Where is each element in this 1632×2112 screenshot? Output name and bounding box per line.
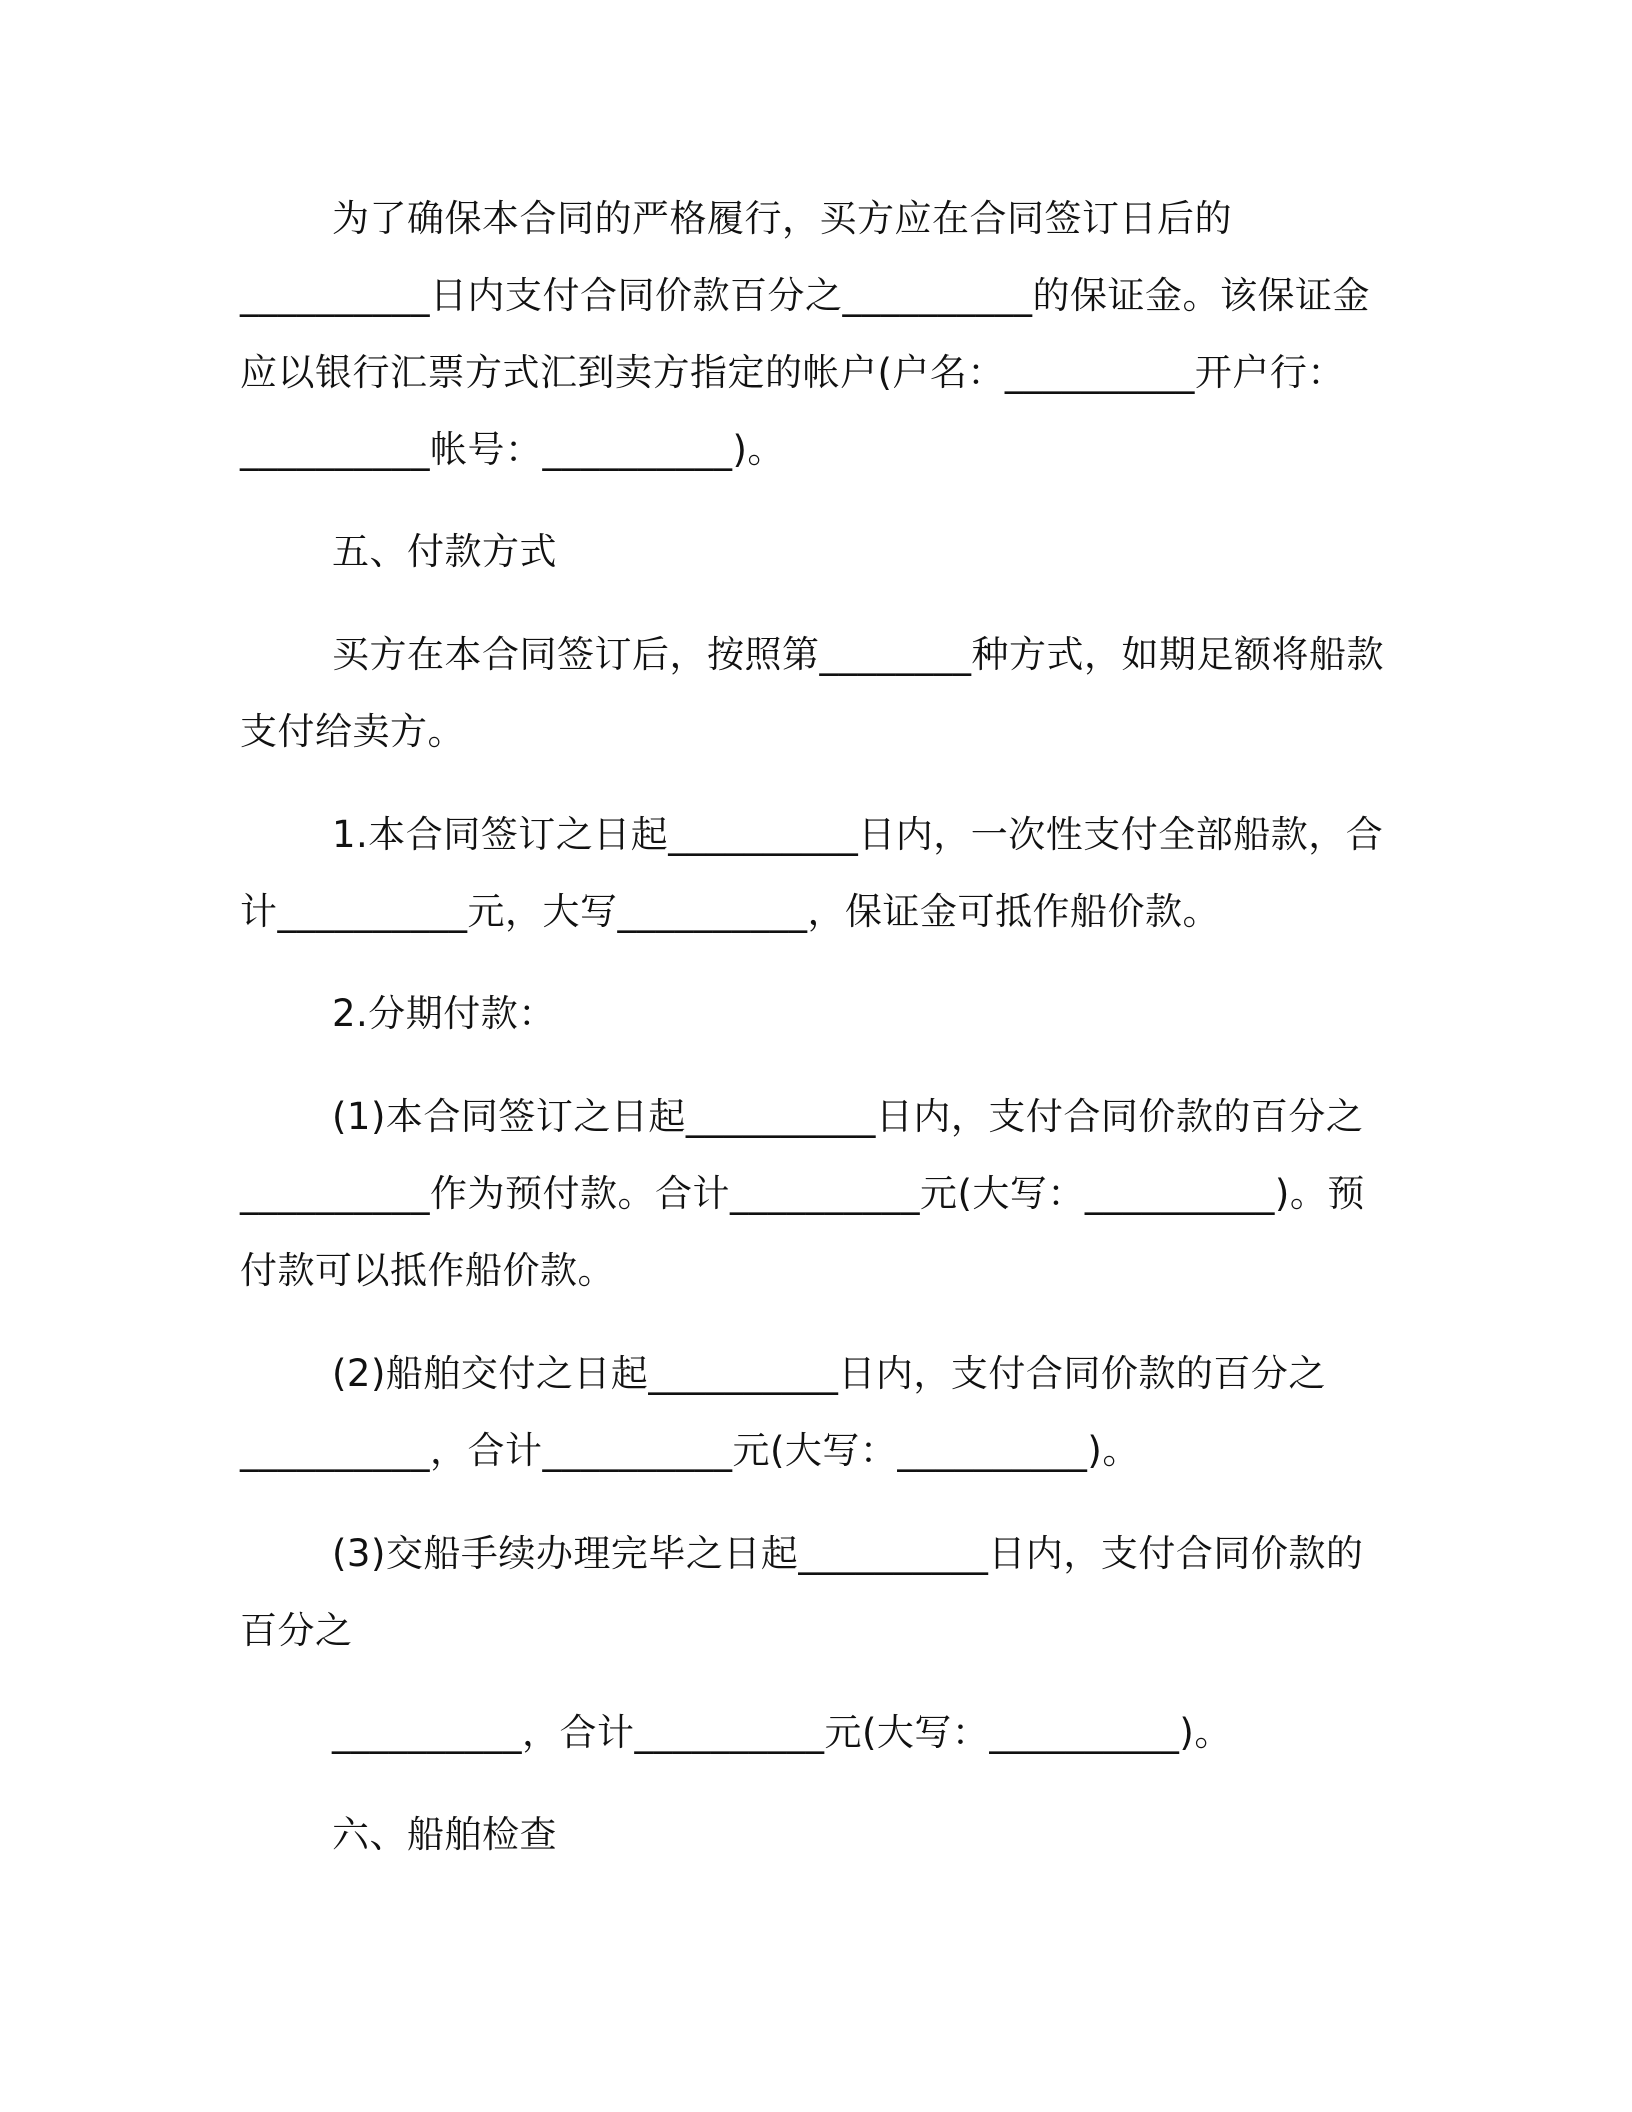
installment-1-line-3: 付款可以抵作船价款。 bbox=[240, 1249, 615, 1292]
installment-option-heading: 2.分期付款： bbox=[332, 992, 556, 1035]
installment-1-line-2: __________作为预付款。合计__________元(大写：__________)。预 bbox=[240, 1172, 1365, 1215]
deposit-paragraph-line-4: __________帐号：__________)。 bbox=[240, 428, 785, 471]
deposit-paragraph-line-1: 为了确保本合同的严格履行，买方应在合同签订日后的 bbox=[332, 197, 1232, 240]
payment-intro-line-2: 支付给卖方。 bbox=[240, 710, 465, 753]
installment-2-line-2: __________，合计__________元(大写：__________)。 bbox=[240, 1429, 1140, 1472]
deposit-paragraph-line-3: 应以银行汇票方式汇到卖方指定的帐户(户名：__________开户行： bbox=[240, 351, 1345, 394]
installment-1-line-1: (1)本合同签订之日起__________日内，支付合同价款的百分之 bbox=[332, 1095, 1364, 1138]
section-heading-ship-inspection: 六、船舶检查 bbox=[332, 1813, 557, 1856]
payment-intro-line-1: 买方在本合同签订后，按照第________种方式，如期足额将船款 bbox=[332, 633, 1384, 676]
installment-3-continuation: __________，合计__________元(大写：__________)。 bbox=[332, 1711, 1232, 1754]
lump-sum-option-line-2: 计__________元，大写__________，保证金可抵作船价款。 bbox=[240, 890, 1220, 933]
installment-2-line-1: (2)船舶交付之日起__________日内，支付合同价款的百分之 bbox=[332, 1352, 1326, 1395]
section-heading-payment-method: 五、付款方式 bbox=[332, 530, 557, 573]
installment-3-line-1: (3)交船手续办理完毕之日起__________日内，支付合同价款的 bbox=[332, 1532, 1364, 1575]
deposit-paragraph-line-2: __________日内支付合同价款百分之__________的保证金。该保证金 bbox=[240, 274, 1370, 317]
installment-3-line-2: 百分之 bbox=[240, 1609, 353, 1652]
lump-sum-option-line-1: 1.本合同签订之日起__________日内，一次性支付全部船款，合 bbox=[332, 813, 1384, 856]
